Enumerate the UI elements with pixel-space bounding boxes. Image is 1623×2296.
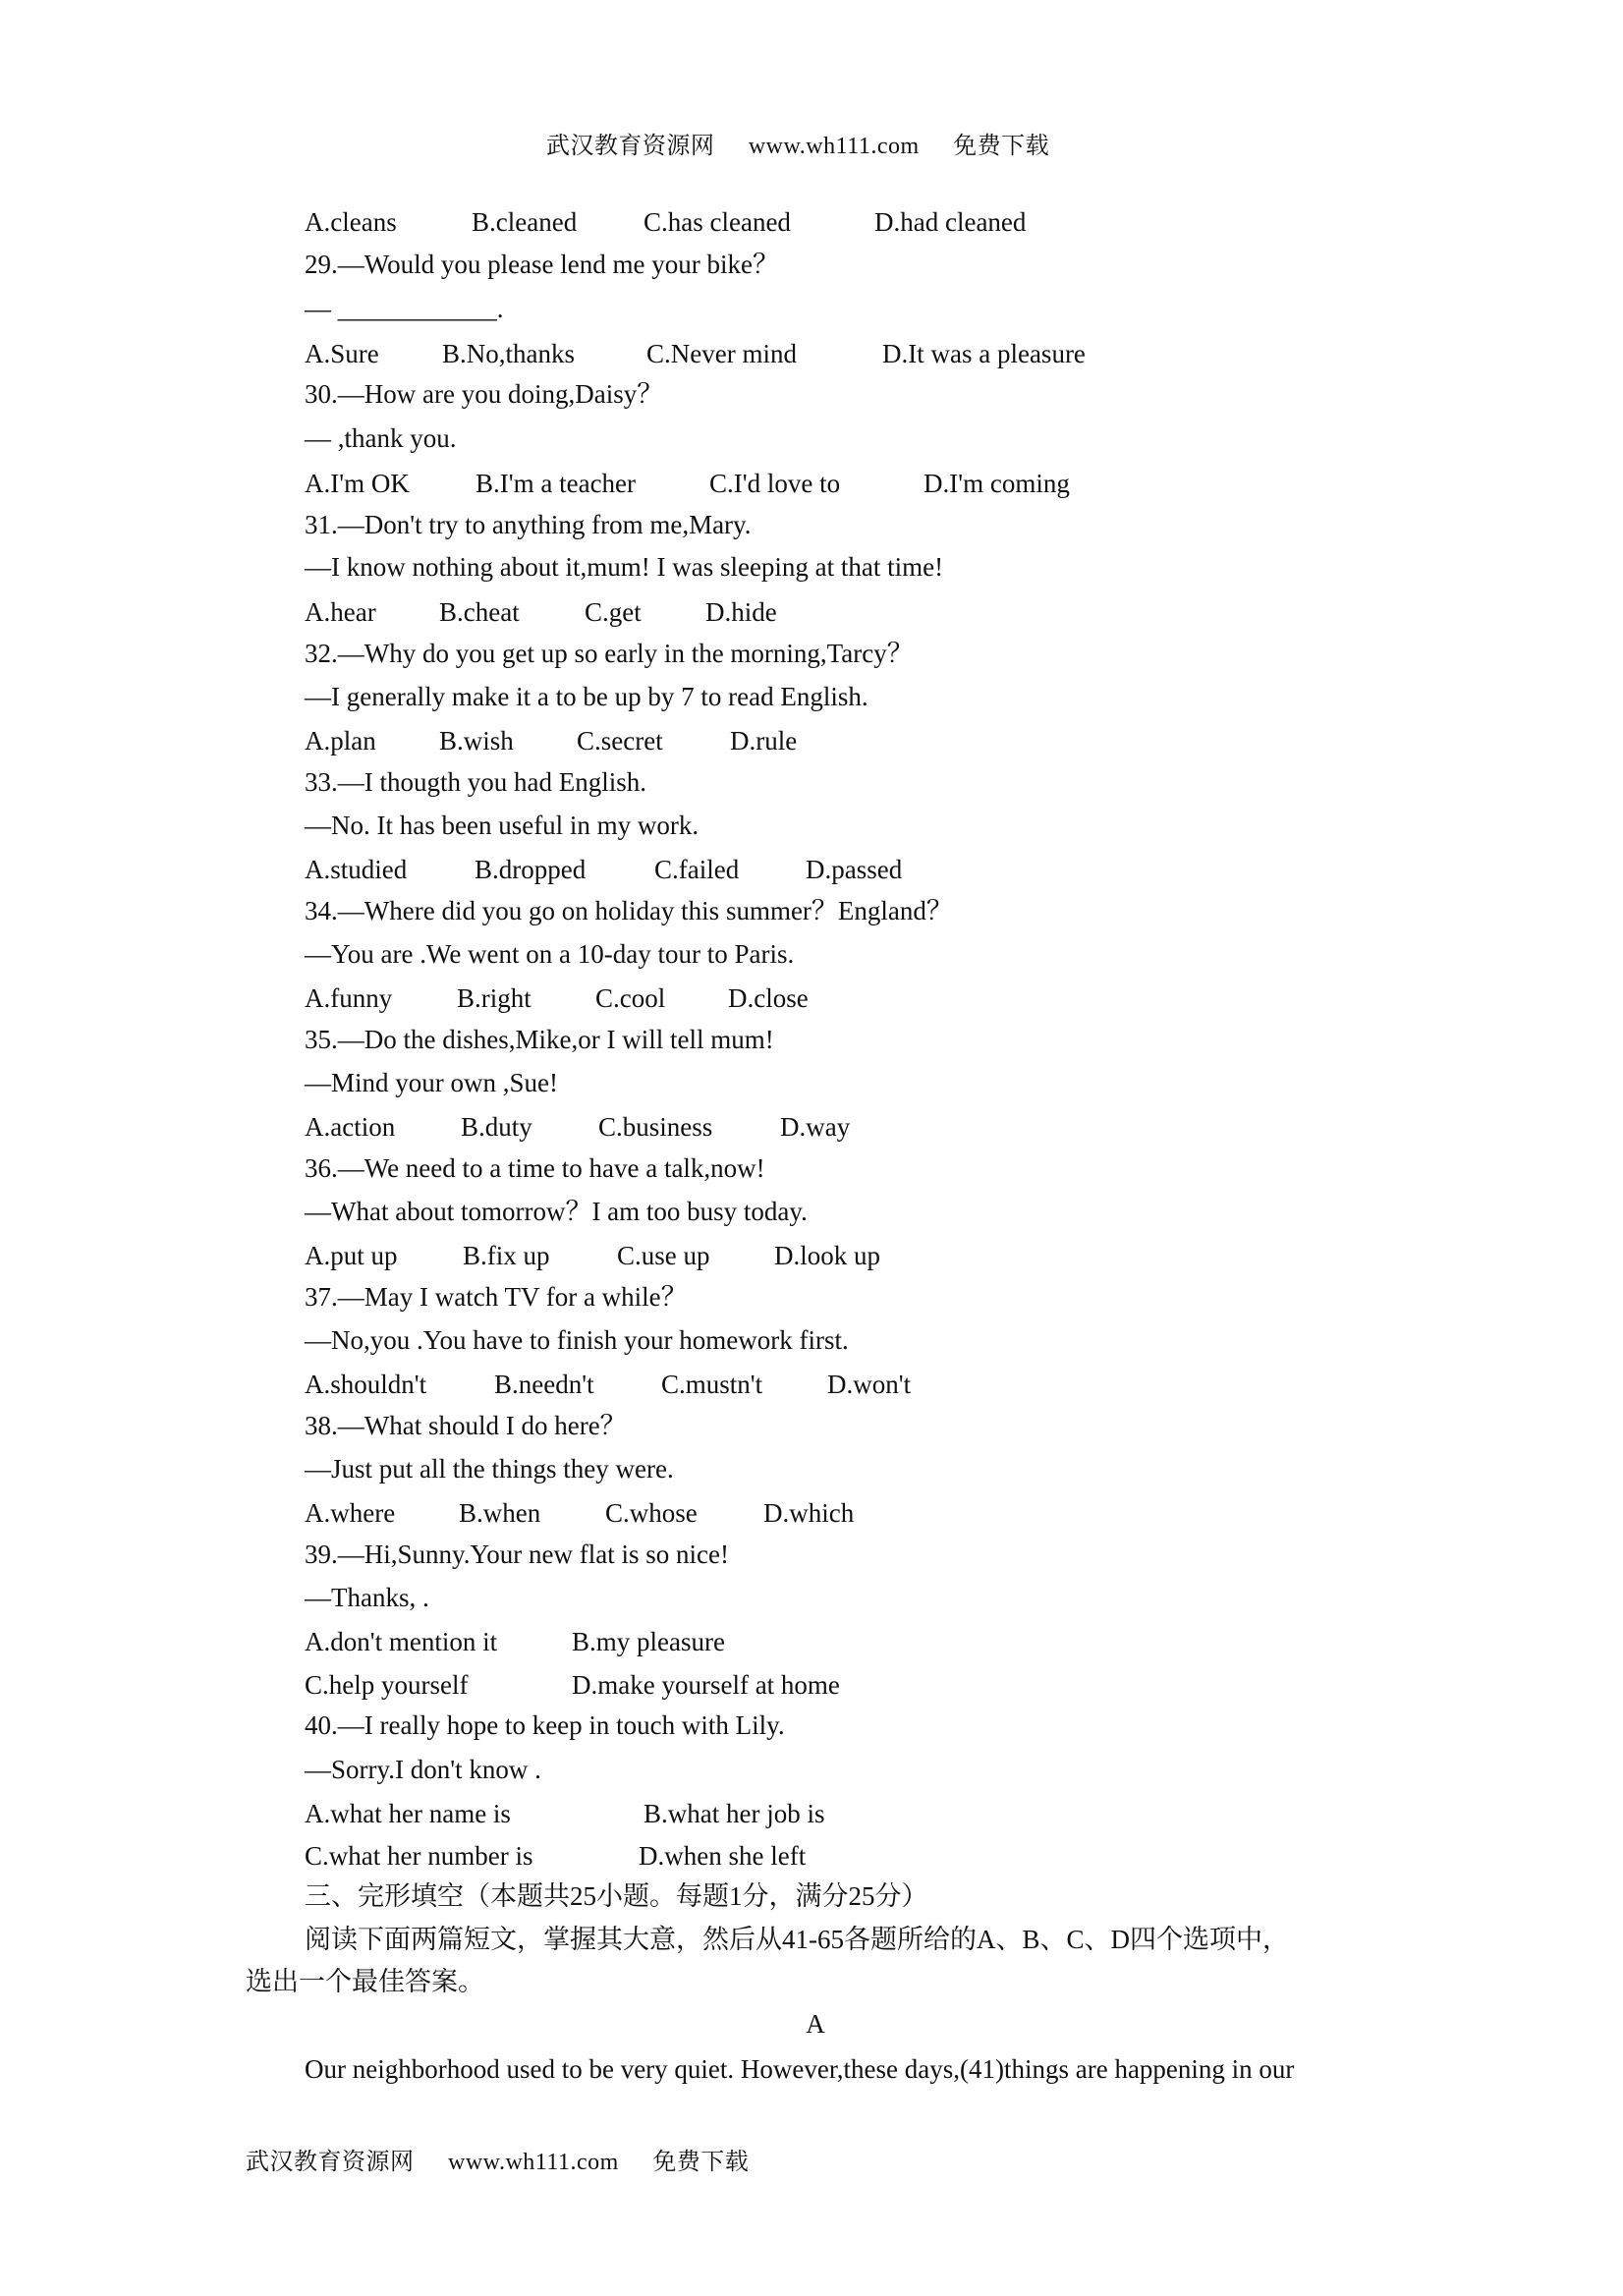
q32-option-d: D.rule	[730, 726, 798, 756]
q32-option-c: C.secret	[577, 726, 663, 756]
q31-option-d: D.hide	[705, 597, 777, 627]
q36-option-c: C.use up	[617, 1241, 710, 1270]
q34-answer: —You are .We went on a 10-day tour to Paris.	[305, 939, 795, 969]
q33-option-a: A.studied	[305, 855, 408, 884]
q29-question: 29.—Would you please lend me your bike？	[305, 250, 779, 279]
q37-options	[305, 1368, 911, 1401]
header-tag: 免费下载	[953, 134, 1050, 159]
q29-options	[305, 337, 1086, 370]
q35-question: 35.—Do the dishes,Mike,or I will tell mum!	[305, 1025, 774, 1054]
q38-option-b: B.when	[459, 1498, 541, 1528]
q38-option-a: A.where	[305, 1498, 396, 1528]
q40-option-b: B.what her job is	[644, 1799, 825, 1828]
q30-option-a: A.I'm OK	[305, 469, 410, 498]
q36-answer: —What about tomorrow？I am too busy today.	[305, 1197, 808, 1226]
q39-option-b: B.my pleasure	[572, 1627, 725, 1656]
q39-options-row1	[305, 1625, 725, 1658]
header-url: www.wh111.com	[748, 134, 920, 159]
q31-answer: —I know nothing about it,mum! I was sleeping at that time!	[305, 552, 944, 582]
q30-option-d: D.I'm coming	[923, 469, 1070, 498]
q32-question: 32.—Why do you get up so early in the morning,Tarcy？	[305, 639, 914, 668]
q33-options	[305, 853, 902, 886]
q37-option-a: A.shouldn't	[305, 1370, 427, 1399]
q39-options-row2	[305, 1668, 840, 1702]
header-site: 武汉教育资源网	[545, 134, 715, 159]
q28-option-d: D.had cleaned	[874, 207, 1027, 237]
q30-option-c: C.I'd love to	[709, 469, 841, 498]
q34-option-d: D.close	[728, 983, 809, 1013]
q30-options	[305, 467, 1070, 500]
q40-options-row2	[305, 1839, 806, 1873]
q28-option-c: C.has cleaned	[644, 207, 791, 237]
q36-option-a: A.put up	[305, 1241, 398, 1270]
q31-option-b: B.cheat	[439, 597, 520, 627]
q35-answer: —Mind your own ,Sue!	[305, 1068, 558, 1097]
q28-option-a: A.cleans	[305, 207, 397, 237]
q40-question: 40.—I really hope to keep in touch with Lily.	[305, 1710, 785, 1740]
q32-option-a: A.plan	[305, 726, 376, 756]
q31-option-c: C.get	[585, 597, 642, 627]
q31-options	[305, 595, 777, 629]
q37-question: 37.—May I watch TV for a while？	[305, 1282, 688, 1312]
q35-options	[305, 1110, 850, 1144]
q28-options	[305, 205, 1026, 239]
q30-answer: — ,thank you.	[305, 423, 457, 453]
q39-question: 39.—Hi,Sunny.Your new flat is so nice!	[305, 1540, 729, 1569]
q33-option-c: C.failed	[654, 855, 740, 884]
q37-answer: —No,you .You have to finish your homework first.	[305, 1325, 849, 1355]
q28-option-b: B.cleaned	[472, 207, 578, 237]
footer-site: 武汉教育资源网	[246, 2150, 415, 2175]
q38-answer: —Just put all the things they were.	[305, 1454, 674, 1484]
q32-options	[305, 724, 797, 757]
q40-option-c: C.what her number is	[305, 1841, 533, 1871]
passage-text: Our neighborhood used to be very quiet. However,these days,(41)things are happening in our	[305, 2054, 1295, 2084]
q34-option-a: A.funny	[305, 983, 393, 1013]
q37-option-b: B.needn't	[494, 1370, 594, 1399]
q38-options	[305, 1496, 854, 1530]
q34-option-c: C.cool	[595, 983, 666, 1013]
q29-answer: — ____________.	[305, 294, 504, 323]
q35-option-a: A.action	[305, 1112, 396, 1142]
section-title: 三、完形填空（本题共25小题。每题1分，满分25分）	[305, 1881, 928, 1911]
q33-answer: —No. It has been useful in my work.	[305, 811, 700, 840]
q34-question: 34.—Where did you go on holiday this summer？England？	[305, 896, 953, 925]
q38-option-c: C.whose	[605, 1498, 698, 1528]
q33-option-b: B.dropped	[475, 855, 587, 884]
q39-option-d: D.make yourself at home	[572, 1670, 840, 1700]
q34-option-b: B.right	[457, 983, 532, 1013]
q35-option-b: B.duty	[461, 1112, 532, 1142]
q40-options-row1	[305, 1797, 824, 1830]
q34-options	[305, 981, 809, 1015]
q38-option-d: D.which	[763, 1498, 855, 1528]
q37-option-d: D.won't	[827, 1370, 912, 1399]
q32-answer: —I generally make it a to be up by 7 to read English.	[305, 682, 868, 711]
q29-option-d: D.It was a pleasure	[882, 339, 1086, 368]
footer-url: www.wh111.com	[448, 2150, 619, 2175]
q33-question: 33.—I thougth you had English.	[305, 767, 646, 797]
q32-option-b: B.wish	[439, 726, 514, 756]
q36-option-b: B.fix up	[463, 1241, 550, 1270]
q30-option-b: B.I'm a teacher	[476, 469, 637, 498]
q39-option-c: C.help yourself	[305, 1670, 469, 1700]
q39-answer: —Thanks, .	[305, 1583, 429, 1612]
q36-question: 36.—We need to a time to have a talk,now!	[305, 1153, 765, 1183]
q38-question: 38.—What should I do here？	[305, 1411, 627, 1440]
q39-option-a: A.don't mention it	[305, 1627, 498, 1656]
section-instructions-line2: 选出一个最佳答案。	[246, 1967, 484, 1996]
footer-tag: 免费下载	[652, 2150, 750, 2175]
q36-options	[305, 1239, 880, 1272]
q40-answer: —Sorry.I don't know .	[305, 1755, 541, 1784]
section-instructions-line1: 阅读下面两篇短文，掌握其大意，然后从41-65各题所给的A、B、C、D四个选项中，	[305, 1925, 1290, 1954]
passage-label: A	[806, 2009, 825, 2039]
page-footer	[246, 2142, 776, 2176]
q31-option-a: A.hear	[305, 597, 376, 627]
q40-option-a: A.what her name is	[305, 1799, 511, 1828]
q31-question: 31.—Don't try to anything from me,Mary.	[305, 510, 752, 539]
q29-option-c: C.Never mind	[646, 339, 797, 368]
q36-option-d: D.look up	[774, 1241, 880, 1270]
q30-question: 30.—How are you doing,Daisy？	[305, 379, 664, 409]
q29-option-b: B.No,thanks	[442, 339, 575, 368]
q29-option-a: A.Sure	[305, 339, 379, 368]
q40-option-d: D.when she left	[639, 1841, 807, 1871]
q35-option-d: D.way	[780, 1112, 851, 1142]
page-header	[0, 126, 1623, 160]
q35-option-c: C.business	[598, 1112, 713, 1142]
q37-option-c: C.mustn't	[661, 1370, 763, 1399]
q33-option-d: D.passed	[806, 855, 903, 884]
